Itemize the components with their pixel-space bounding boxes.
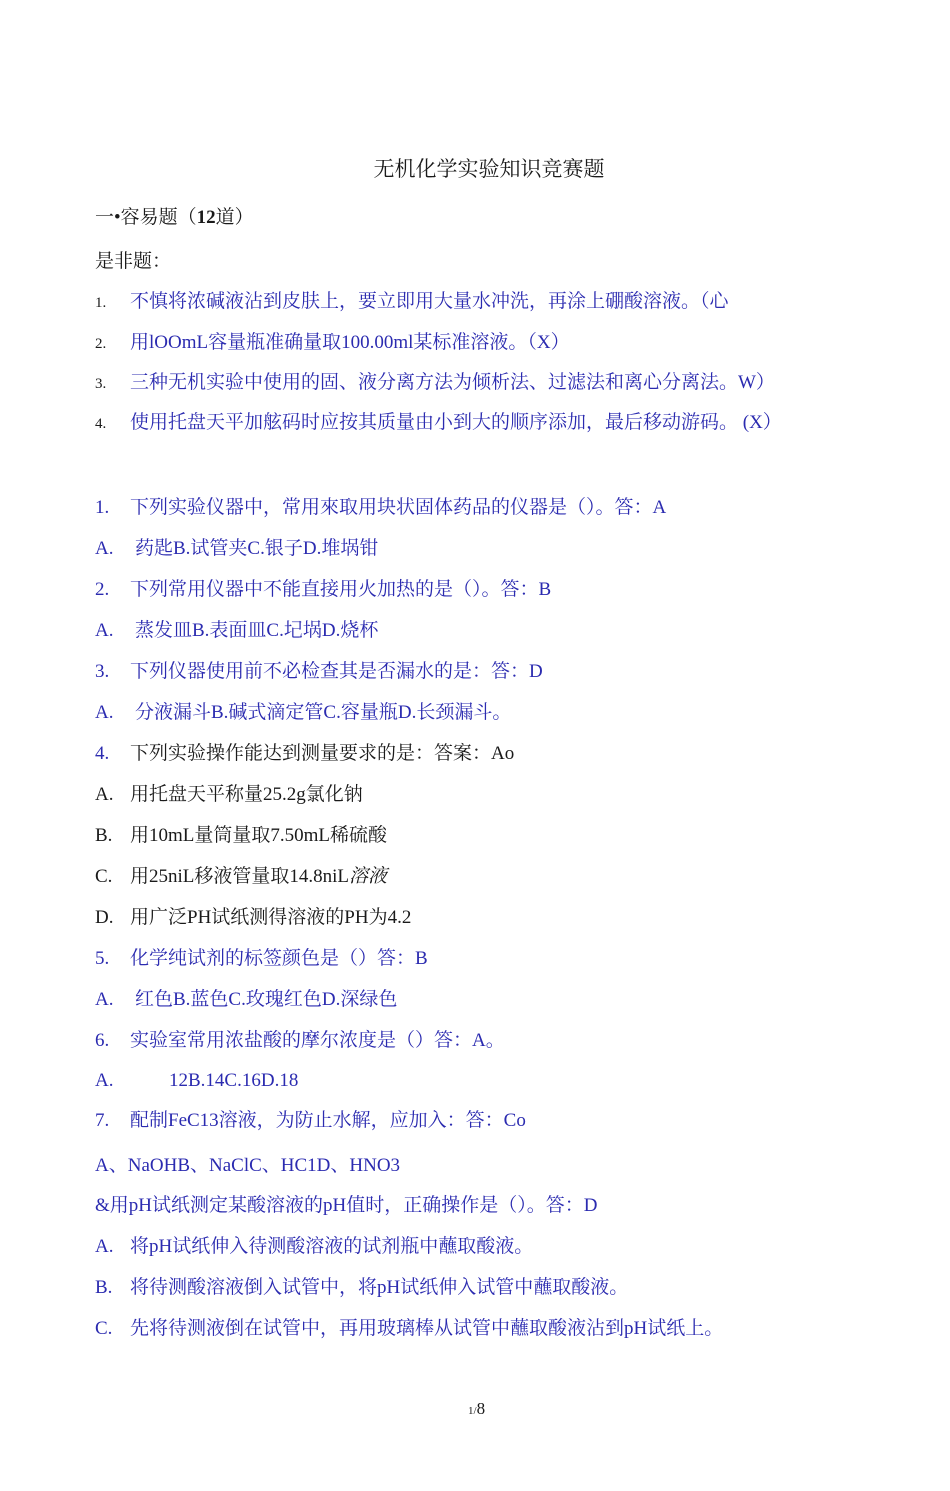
option-text: 蒸发皿B.表面皿C.圮埚D.烧杯 <box>135 620 379 641</box>
question-4-option-d <box>95 906 411 930</box>
question-text: 配制FeC13溶液，为防止水解，应加入：答：Co <box>130 1110 526 1131</box>
question-number: 5. <box>95 948 110 969</box>
question-text: 实验室常用浓盐酸的摩尔浓度是（）答：A。 <box>130 1030 505 1051</box>
question-7 <box>95 1109 526 1133</box>
option-label: C. <box>95 1318 113 1339</box>
question-number: 3. <box>95 661 110 682</box>
question-text: 下列常用仪器中不能直接用火加热的是（）。答：B <box>130 579 552 600</box>
tf-item <box>95 411 782 436</box>
option-label: D. <box>95 907 114 928</box>
question-6 <box>95 1029 505 1053</box>
tf-item-number: 3. <box>95 376 107 392</box>
question-text: 下列实验仪器中，常用來取用块状固体药品的仪器是（）。答：A <box>130 497 667 518</box>
option-label: A. <box>95 784 114 805</box>
option-text: 用托盘天平称量25.2g氯化钠 <box>130 784 363 805</box>
tf-item-text: 用lOOmL容量瓶准确量取100.00ml某标准溶液。（X） <box>130 332 570 353</box>
question-2 <box>95 578 551 602</box>
option-label: A. <box>95 1236 114 1257</box>
option-text: 分液漏斗B.碱式滴定管C.容量瓶D.长颈漏斗。 <box>135 702 512 723</box>
page-number <box>468 1399 485 1419</box>
option-label: A. <box>95 702 114 723</box>
question-number: 1. <box>95 497 110 518</box>
section-suffix: 道） <box>215 207 254 228</box>
option-label: A. <box>95 989 114 1010</box>
option-text: 将pH试纸伸入待测酸溶液的试剂瓶中蘸取酸液。 <box>130 1236 534 1257</box>
option-label: A. <box>95 620 114 641</box>
option-text: 将待测酸溶液倒入试管中，将pH试纸伸入试管中蘸取酸液。 <box>130 1277 629 1298</box>
question-2-options <box>95 619 378 643</box>
tf-item-text: 使用托盘天平加舷码时应按其质量由小到大的顺序添加，最后移动游码。 (X） <box>130 412 782 433</box>
question-number: 2. <box>95 579 110 600</box>
option-text: 12B.14C.16D.18 <box>169 1070 299 1091</box>
question-text: 化学纯试剂的标签颜色是（）答：B <box>130 948 428 969</box>
question-5-options <box>95 988 397 1012</box>
option-text: 先将待测液倒在试管中，再用玻璃棒从试管中蘸取酸液沾到pH试纸上。 <box>130 1318 724 1339</box>
question-1-options <box>95 537 378 561</box>
question-4-option-a <box>95 783 363 807</box>
question-number: 4. <box>95 743 110 764</box>
tf-item-number: 1. <box>95 295 107 311</box>
tf-item-number: 2. <box>95 336 107 352</box>
tf-item-text: 三种无机实验中使用的固、液分离方法为倾析法、过滤法和离心分离法。W） <box>130 372 775 393</box>
question-text: 下列实验操作能达到测量要求的是：答案：Ao <box>130 743 515 764</box>
tf-item-text: 不慎将浓碱液沾到皮肤上，要立即用大量水冲洗，再涂上硼酸溶液。（心 <box>130 291 729 312</box>
option-label: B. <box>95 1277 113 1298</box>
question-text: 下列仪器使用前不必检查其是否漏水的是：答：D <box>130 661 543 682</box>
section-heading <box>95 206 254 230</box>
tf-item <box>95 331 570 356</box>
question-6-options <box>95 1069 298 1093</box>
page-total: 8 <box>476 1399 486 1418</box>
question-4-option-b <box>95 824 387 848</box>
question-number: 6. <box>95 1030 110 1051</box>
option-label: B. <box>95 825 113 846</box>
option-label: A. <box>95 1070 114 1091</box>
question-5 <box>95 947 428 971</box>
option-label: C. <box>95 866 113 887</box>
question-7-options: A、NaOHB、NaClC、HC1D、HNO3 <box>95 1155 401 1176</box>
tf-item <box>95 371 775 396</box>
question-number: 7. <box>95 1110 110 1131</box>
page-title: 无机化学实验知识竞赛题 <box>373 157 605 181</box>
question-1 <box>95 496 666 520</box>
option-text: 药匙B.试管夹C.银子D.堆埚钳 <box>135 538 379 559</box>
question-8-option-c <box>95 1317 723 1341</box>
section-count: 12 <box>196 207 216 228</box>
option-text: 用25niL移液管量取14.8niL <box>130 866 350 887</box>
section-prefix: 一•容易题（ <box>95 207 197 228</box>
option-text-italic: 溶液 <box>349 866 388 887</box>
true-false-heading: 是非题： <box>95 251 172 272</box>
option-text: 红色B.蓝色C.玫瑰红色D.深绿色 <box>135 989 398 1010</box>
tf-item-number: 4. <box>95 416 107 432</box>
question-4 <box>95 742 514 766</box>
page-current: 1/ <box>468 1405 477 1417</box>
option-text: 用10mL量筒量取7.50mL稀硫酸 <box>130 825 388 846</box>
question-8-option-b <box>95 1276 628 1300</box>
question-8-option-a <box>95 1235 533 1259</box>
option-text: 用广泛PH试纸测得溶液的PH为4.2 <box>130 907 412 928</box>
question-3 <box>95 660 543 684</box>
question-3-options <box>95 701 511 725</box>
question-4-option-c <box>95 865 387 889</box>
question-8: &用pH试纸测定某酸溶液的pH值时，正确操作是（）。答：D <box>95 1195 598 1216</box>
option-label: A. <box>95 538 114 559</box>
tf-item <box>95 290 729 315</box>
